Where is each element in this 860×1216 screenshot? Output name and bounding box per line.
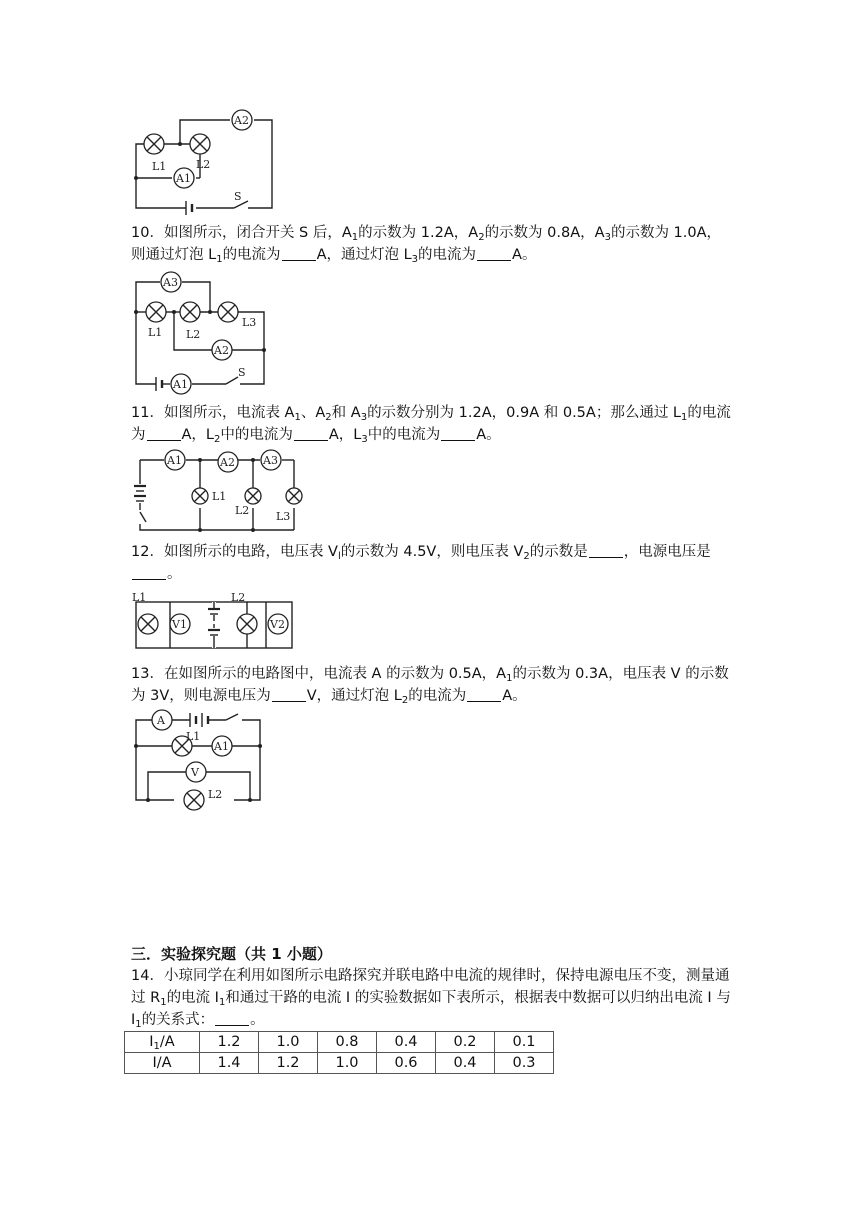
lamp-l2-label: L2 bbox=[208, 788, 223, 801]
answer-blank[interactable] bbox=[294, 426, 328, 441]
question-13: 13．在如图所示的电路图中，电流表 A 的示数为 0.5A，$A_1$的示数为 0.3A，电压表 V 的示数为 3V，则电源电压为 V，通过灯泡 $L_2$的电流为 A。 bbox=[131, 666, 729, 706]
lamp-l1-label: L1 bbox=[148, 326, 163, 339]
ammeter-a1-label: A1 bbox=[173, 378, 188, 391]
table-row bbox=[125, 1032, 554, 1053]
lamp-l2-label: L2 bbox=[235, 504, 250, 517]
table-cell: 0.3 bbox=[495, 1053, 554, 1074]
ammeter-a1-label: A1 bbox=[176, 172, 191, 185]
table-cell: 1.0 bbox=[318, 1053, 377, 1074]
lamp-l1-label: L1 bbox=[212, 490, 227, 503]
lamp-l1-label: L1 bbox=[186, 730, 201, 743]
answer-blank[interactable] bbox=[441, 426, 475, 441]
table-cell: 1.4 bbox=[200, 1053, 259, 1074]
ammeter-a1-label: A1 bbox=[214, 740, 229, 753]
lamp-l3-label: L3 bbox=[242, 316, 257, 329]
lamp-l2-label: L2 bbox=[186, 328, 201, 341]
answer-blank[interactable] bbox=[147, 426, 181, 441]
question-number: 12． bbox=[131, 544, 164, 560]
lamp-l2-label: L2 bbox=[196, 158, 211, 171]
ammeter-a2-label: A2 bbox=[234, 114, 249, 127]
answer-blank[interactable] bbox=[272, 687, 306, 702]
question-number: 13． bbox=[131, 666, 164, 682]
switch-s-label: S bbox=[238, 366, 246, 379]
ammeter-a3-label: A3 bbox=[263, 454, 278, 467]
table-cell: 1.0 bbox=[259, 1032, 318, 1053]
section-heading: 三．实验探究题（共 1 小题） bbox=[131, 945, 332, 963]
voltmeter-v2-label: V2 bbox=[270, 618, 285, 631]
answer-blank[interactable] bbox=[282, 246, 316, 261]
row-label-i1: $I_1/A$ bbox=[125, 1032, 200, 1053]
table-cell: 0.8 bbox=[318, 1032, 377, 1053]
ammeter-a-label: A bbox=[157, 714, 165, 727]
table-cell: 1.2 bbox=[200, 1032, 259, 1053]
circuit-figure-q12 bbox=[130, 592, 298, 654]
table-row bbox=[125, 1053, 554, 1074]
circuit-figure-q13 bbox=[130, 708, 268, 808]
table-cell: 0.2 bbox=[436, 1032, 495, 1053]
question-number: 14． bbox=[131, 968, 164, 984]
answer-blank[interactable] bbox=[589, 543, 623, 558]
answer-blank[interactable] bbox=[215, 1011, 249, 1026]
voltmeter-v1-label: V1 bbox=[172, 618, 187, 631]
question-number: 10． bbox=[131, 225, 164, 241]
answer-blank[interactable] bbox=[477, 246, 511, 261]
ammeter-a1-label: A1 bbox=[167, 454, 182, 467]
table-cell: 0.6 bbox=[377, 1053, 436, 1074]
circuit-figure-q10 bbox=[130, 270, 270, 390]
switch-s-label: S bbox=[234, 190, 242, 203]
answer-blank[interactable] bbox=[467, 687, 501, 702]
lamp-l1-label: L1 bbox=[132, 591, 147, 604]
question-12: 12．如图所示的电路，电压表 $V_l$的示数为 4.5V，则电压表 $V_2$的示数是 ，电源电压是。 bbox=[131, 544, 711, 582]
lamp-l2-label: L2 bbox=[231, 591, 246, 604]
circuit-figure-q11 bbox=[130, 450, 305, 535]
ammeter-a2-label: A2 bbox=[214, 344, 229, 357]
lamp-l3-label: L3 bbox=[276, 510, 291, 523]
circuit-figure-q9 bbox=[130, 104, 280, 219]
question-10: 10．如图所示，闭合开关 S 后，$A_1$的示数为 1.2A，$A_2$的示数为 0.8A，$A_3$的示数为 1.0A，则通过灯泡 $L_1$的电流为 A，通过灯泡 $L_3$的电流为 A。 bbox=[131, 225, 722, 265]
question-11: 11．如图所示，电流表 $A_1$、$A_2$和 $A_3$的示数分别为 1.2A，0.9A 和 0.5A；那么通过 $L_1$的电流为 A，$L_2$中的电流为 A，$L_3$中的电流为 A。 bbox=[131, 405, 731, 445]
table-cell: 0.4 bbox=[436, 1053, 495, 1074]
voltmeter-v-label: V bbox=[191, 766, 199, 779]
data-table bbox=[124, 1031, 554, 1074]
table-cell: 1.2 bbox=[259, 1053, 318, 1074]
row-label-i: I/A bbox=[125, 1053, 200, 1074]
question-number: 11． bbox=[131, 405, 164, 421]
lamp-l1-label: L1 bbox=[152, 160, 167, 173]
ammeter-a3-label: A3 bbox=[163, 276, 178, 289]
table-cell: 0.4 bbox=[377, 1032, 436, 1053]
table-cell: 0.1 bbox=[495, 1032, 554, 1053]
question-14: 14．小琼同学在利用如图所示电路探究并联电路中电流的规律时，保持电源电压不变，测量通过 $R_1$的电流 $I_1$和通过干路的电流 I 的实验数据如下表所示，根据表中数据可以归纳出电流 I 与 $I_1$的关系式： 。 bbox=[131, 968, 731, 1030]
ammeter-a2-label: A2 bbox=[220, 456, 235, 469]
answer-blank[interactable] bbox=[132, 565, 166, 580]
